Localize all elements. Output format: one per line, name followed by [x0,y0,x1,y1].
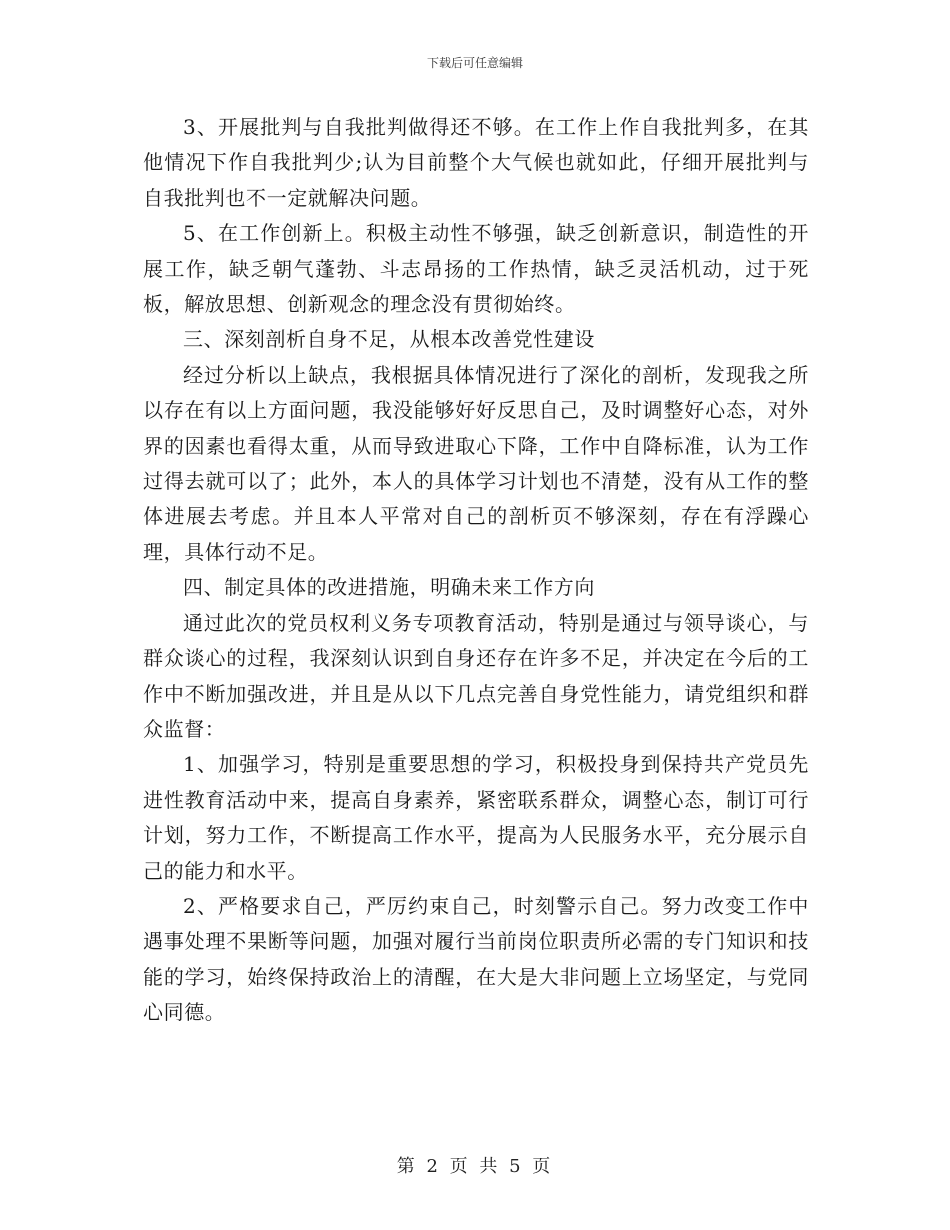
paragraph-criticism: 3、开展批判与自我批判做得还不够。在工作上作自我批判多，在其他情况下作自我批判少;认为目前整个大气候也就如此，仔细开展批判与自我批判也不一定就解决问题。 [143,115,809,210]
paragraph-analysis: 经过分析以上缺点，我根据具体情况进行了深化的剖析，发现我之所以存在有以上方面问题，我没能够好好反思自己，及时调整好心态，对外界的因素也看得太重，从而导致进取心下降，工作中自降标准，认为工作过得去就可以了；此外，本人的具体学习计划也不清楚，没有从工作的整体进展去考虑。并且本人平常对自己的剖析页不够深刻，存在有浮躁心理，具体行动不足。 [143,362,809,564]
paragraph-measure-study: 1、加强学习，特别是重要思想的学习，积极投身到保持共产党员先进性教育活动中来，提高自身素养，紧密联系群众，调整心态，制订可行计划，努力工作，不断提高工作水平，提高为人民服务水平，充分展示自己的能力和水平。 [143,752,809,883]
paragraph-measure-discipline: 2、严格要求自己，严厉约束自己，时刻警示自己。努力改变工作中遇事处理不果断等问题，加强对履行当前岗位职责所必需的专门知识和技能的学习，始终保持政治上的清醒，在大是大非问题上立场坚定，与党同心同德。 [143,893,809,1025]
paragraph-innovation: 5、在工作创新上。积极主动性不够强，缺乏创新意识，制造性的开展工作，缺乏朝气蓬勃、斗志昂扬的工作热情，缺乏灵活机动，过于死板，解放思想、创新观念的理念没有贯彻始终。 [143,221,809,317]
section-heading-measures: 四、制定具体的改进措施，明确未来工作方向 [183,575,595,600]
page-header: 下载后可任意编辑 [426,56,523,70]
document-body [143,110,809,1031]
page-number: 第 2 页 共 5 页 [396,1156,554,1177]
section-heading-analysis: 三、深刻剖析自身不足，从根本改善党性建设 [183,327,595,352]
paragraph-measures-intro: 通过此次的党员权利义务专项教育活动，特别是通过与领导谈心，与群众谈心的过程，我深刻认识到自身还存在许多不足，并决定在今后的工作中不断加强改进，并且是从以下几点完善自身党性能力，请党组织和群众监督： [143,610,809,741]
